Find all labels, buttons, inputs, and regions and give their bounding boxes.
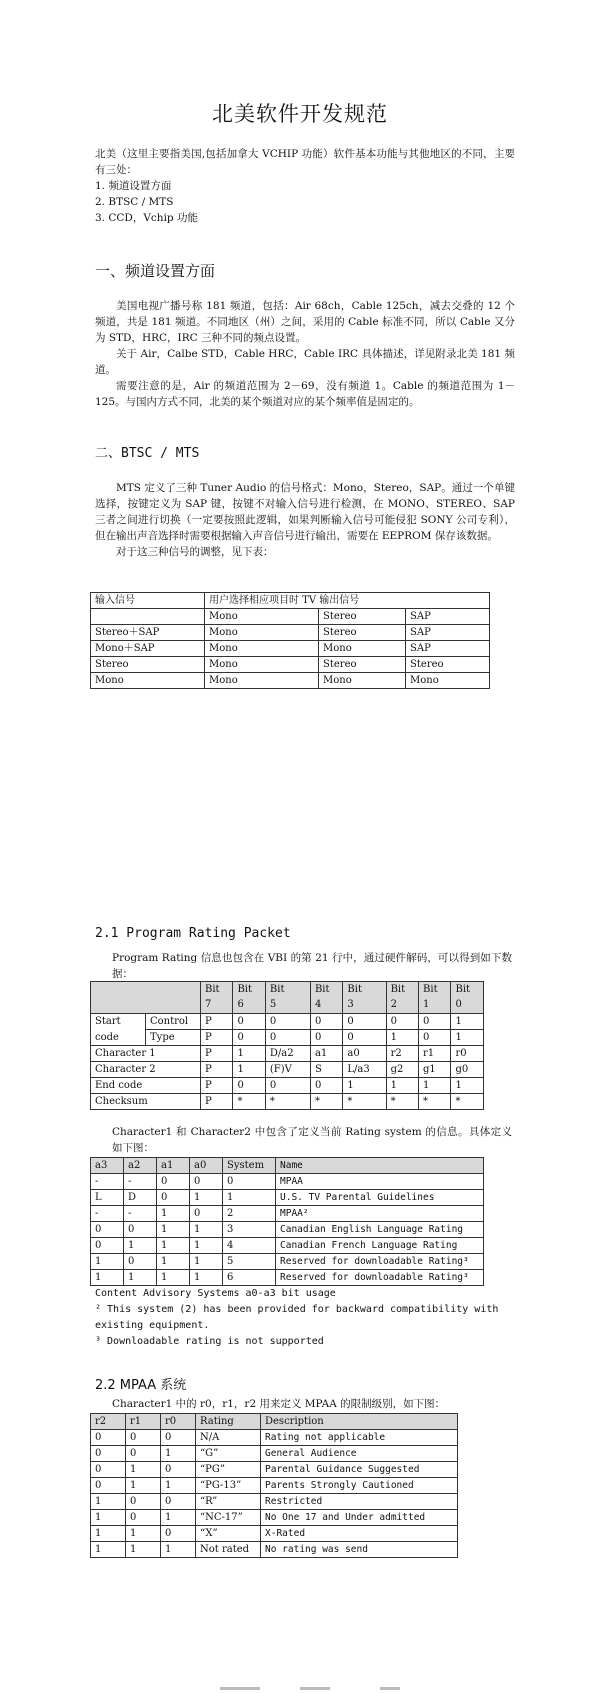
- table-cell: a1: [310, 1046, 342, 1062]
- table-row: [91, 1062, 484, 1078]
- mpaa-table: [90, 1413, 458, 1558]
- table-header-output: 用户选择相应项目时 TV 输出信号: [205, 593, 490, 609]
- table-cell: 1: [161, 1542, 196, 1558]
- table-subheader: Mono: [205, 609, 319, 625]
- table-cell: 0: [91, 1462, 126, 1478]
- table-row: [91, 1094, 484, 1110]
- table-cell: SAP: [406, 641, 490, 657]
- table-cell: *: [343, 1094, 386, 1110]
- section2-heading: 二、BTSC / MTS: [95, 446, 200, 461]
- table-cell: 0: [161, 1462, 196, 1478]
- table-cell: Character 1: [91, 1046, 201, 1062]
- table-cell: 1: [233, 1062, 265, 1078]
- table-cell: 0: [343, 1030, 386, 1046]
- table-header: Name: [276, 1158, 484, 1174]
- table-row: [91, 1510, 458, 1526]
- footnotes: [95, 1286, 515, 1350]
- table-cell: 0: [126, 1494, 161, 1510]
- table-header: Bit 7: [201, 982, 233, 1014]
- section22-intro: [112, 1396, 512, 1412]
- table-cell: P: [201, 1014, 233, 1030]
- table-cell: Type: [146, 1030, 201, 1046]
- table-row: [91, 1046, 484, 1062]
- table-cell: Reserved for downloadable Rating³: [276, 1270, 484, 1286]
- table-cell: MPAA: [276, 1174, 484, 1190]
- table-cell: 1: [91, 1254, 124, 1270]
- table-cell: L: [91, 1190, 124, 1206]
- table-header: Description: [261, 1414, 458, 1430]
- table-cell: 1: [190, 1222, 223, 1238]
- table-cell: 0: [157, 1190, 190, 1206]
- section21-heading: 2.1 Program Rating Packet: [95, 926, 291, 941]
- table-cell: 6: [223, 1270, 276, 1286]
- table-header-input: 输入信号: [91, 593, 205, 609]
- intro-paragraph: [95, 146, 515, 178]
- table-cell: -: [124, 1206, 157, 1222]
- table-subheader: Stereo: [319, 609, 406, 625]
- table-cell: 1: [190, 1270, 223, 1286]
- section1-p1: 美国电视广播号称 181 频道，包括：Air 68ch，Cable 125ch，减去交叠的 12 个频道，共是 181 频道。不同地区（州）之间，采用的 Cable 标准不同，所以 Cable 又分为 STD，HRC，IRC 三种不同的频点设置。: [95, 300, 515, 344]
- table-header: System: [223, 1158, 276, 1174]
- table-cell: 0: [265, 1030, 310, 1046]
- table-cell: 1: [126, 1526, 161, 1542]
- table-cell: 4: [223, 1238, 276, 1254]
- table-cell: 0: [386, 1014, 418, 1030]
- table-cell: 1: [124, 1238, 157, 1254]
- table-cell: *: [310, 1094, 342, 1110]
- page-edge-mark: [300, 1687, 330, 1690]
- table-cell: 1: [419, 1078, 451, 1094]
- section2-p1: MTS 定义了三种 Tuner Audio 的信号格式：Mono，Stereo，SAP。通过一个单键选择，按键定义为 SAP 键，按键不对输入信号进行检测，在 MONO、STEREO、SAP 三者之间进行切换（一定要按照此逻辑，如果判断输入信号可能侵犯 SONY 公司专利），但在输出声音选择时需要根据输入声音信号进行输出，需要在 EEPROM 保存该数据。: [95, 482, 515, 542]
- table-cell: D/a2: [265, 1046, 310, 1062]
- table-cell: Stereo＋SAP: [91, 625, 205, 641]
- section21-intro: [112, 950, 512, 982]
- table-cell: N/A: [196, 1430, 261, 1446]
- table-cell: 1: [451, 1078, 484, 1094]
- table-row: [91, 1174, 484, 1190]
- table-cell: 0: [310, 1030, 342, 1046]
- table-cell: 5: [223, 1254, 276, 1270]
- table-cell: No One 17 and Under admitted: [261, 1510, 458, 1526]
- table-cell: Mono: [205, 673, 319, 689]
- table-row: [91, 1478, 458, 1494]
- table-cell: L/a3: [343, 1062, 386, 1078]
- section2-body: [95, 480, 515, 560]
- table-header: Bit 3: [343, 982, 386, 1014]
- table-cell: Reserved for downloadable Rating³: [276, 1254, 484, 1270]
- table-cell: “R”: [196, 1494, 261, 1510]
- table-cell: Mono: [205, 625, 319, 641]
- table-cell: 0: [161, 1494, 196, 1510]
- table-cell: 2: [223, 1206, 276, 1222]
- page-edge-mark: [220, 1687, 260, 1690]
- table-cell: Not rated: [196, 1542, 261, 1558]
- table-cell: “X”: [196, 1526, 261, 1542]
- page-title: 北美软件开发规范: [212, 102, 388, 126]
- table-cell: Parental Guidance Suggested: [261, 1462, 458, 1478]
- table-cell: 0: [91, 1446, 126, 1462]
- table-cell: 1: [161, 1446, 196, 1462]
- table-header: Bit 2: [386, 982, 418, 1014]
- table-subheader: SAP: [406, 609, 490, 625]
- section21-p2: Character1 和 Character2 中包含了定义当前 Rating system 的信息。具体定义如下图：: [112, 1126, 512, 1154]
- section21-p2-block: [112, 1124, 512, 1156]
- section22-p1: Character1 中的 r0，r1，r2 用来定义 MPAA 的限制级别，如下图：: [112, 1398, 446, 1410]
- table-cell: 1: [126, 1542, 161, 1558]
- table-cell: 0: [91, 1222, 124, 1238]
- table-row: [91, 1078, 484, 1094]
- table-cell: -: [91, 1174, 124, 1190]
- table-cell: 0: [126, 1430, 161, 1446]
- table-cell: 0: [310, 1014, 342, 1030]
- section1-p3: 需要注意的是，Air 的频道范围为 2－69，没有频道 1。Cable 的频道范围为 1－125。与国内方式不同，北美的某个频道对应的某个频率值是固定的。: [95, 380, 515, 408]
- table-cell: Mono: [406, 673, 490, 689]
- table-cell: Mono: [319, 641, 406, 657]
- table-cell: 0: [91, 1430, 126, 1446]
- table-cell: *: [419, 1094, 451, 1110]
- table-row: [91, 1254, 484, 1270]
- table-cell: U.S. TV Parental Guidelines: [276, 1190, 484, 1206]
- list-item: 3. CCD，Vchip 功能: [95, 212, 198, 224]
- table-row: [91, 1238, 484, 1254]
- table-cell: 1: [451, 1030, 484, 1046]
- table-cell: 1: [190, 1254, 223, 1270]
- table-cell: Canadian French Language Rating: [276, 1238, 484, 1254]
- table-cell: 1: [91, 1526, 126, 1542]
- section1-heading: 一、频道设置方面: [95, 262, 216, 280]
- table-cell: -: [91, 1206, 124, 1222]
- table-cell: 1: [386, 1078, 418, 1094]
- table-cell: Mono＋SAP: [91, 641, 205, 657]
- section22-heading: 2.2 MPAA 系统: [95, 1378, 187, 1393]
- section2-p2: 对于这三种信号的调整，见下表：: [116, 546, 274, 558]
- table-cell: Restricted: [261, 1494, 458, 1510]
- table-header: a3: [91, 1158, 124, 1174]
- table-row: [91, 673, 490, 689]
- table-cell: 0: [190, 1206, 223, 1222]
- table-cell: 1: [157, 1238, 190, 1254]
- table-corner: [91, 982, 201, 1014]
- table-cell: code: [91, 1030, 146, 1046]
- table-row: [91, 1446, 458, 1462]
- table-cell: P: [201, 1046, 233, 1062]
- table-cell: 1: [451, 1014, 484, 1030]
- table-cell: 0: [126, 1510, 161, 1526]
- table-cell: 0: [161, 1526, 196, 1542]
- table-row: [91, 1014, 484, 1030]
- table-cell: General Audience: [261, 1446, 458, 1462]
- table-cell: 0: [124, 1222, 157, 1238]
- table-row: [91, 1542, 458, 1558]
- section1-p2: 关于 Air，Calbe STD，Cable HRC，Cable IRC 具体描述，详见附录北美 181 频道。: [95, 348, 515, 376]
- table-cell: “PG”: [196, 1462, 261, 1478]
- table-cell: 1: [157, 1254, 190, 1270]
- table-cell: 0: [124, 1254, 157, 1270]
- table-cell: 1: [157, 1270, 190, 1286]
- intro-text: 北美（这里主要指美国,包括加拿大 VCHIP 功能）软件基本功能与其他地区的不同，主要有三处：: [95, 148, 515, 176]
- table-header: Bit 0: [451, 982, 484, 1014]
- list-item: 2. BTSC / MTS: [95, 196, 174, 208]
- table-row: [91, 1222, 484, 1238]
- table-cell: “G”: [196, 1446, 261, 1462]
- table-cell: 1: [190, 1190, 223, 1206]
- table-cell: 0: [265, 1014, 310, 1030]
- table-cell: *: [233, 1094, 265, 1110]
- table-cell: 0: [190, 1174, 223, 1190]
- table-cell: 0: [91, 1478, 126, 1494]
- table-header: Bit 6: [233, 982, 265, 1014]
- table-row: [91, 1270, 484, 1286]
- table-row: [91, 1526, 458, 1542]
- table-cell: 1: [233, 1046, 265, 1062]
- list-item: 1. 频道设置方面: [95, 180, 172, 192]
- table-cell: 0: [161, 1430, 196, 1446]
- table-cell: 1: [91, 1270, 124, 1286]
- table-cell: *: [451, 1094, 484, 1110]
- section21-p1: Program Rating 信息也包含在 VBI 的第 21 行中，通过硬件解码，可以得到如下数据：: [112, 952, 512, 980]
- table-cell: Canadian English Language Rating: [276, 1222, 484, 1238]
- table-cell: Mono: [91, 673, 205, 689]
- table-cell: 0: [310, 1078, 342, 1094]
- table-cell: 0: [343, 1014, 386, 1030]
- table-cell: g2: [386, 1062, 418, 1078]
- table-cell: Stereo: [406, 657, 490, 673]
- table-row: [91, 1030, 484, 1046]
- table-header: r1: [126, 1414, 161, 1430]
- table-cell: No rating was send: [261, 1542, 458, 1558]
- table-row: [91, 1430, 458, 1446]
- table-cell: D: [124, 1190, 157, 1206]
- table-cell: [91, 609, 205, 625]
- table-cell: 1: [126, 1478, 161, 1494]
- table-header: Rating: [196, 1414, 261, 1430]
- footnote: ² This system (2) has been provided for backward compatibility with existing equipment.: [95, 1304, 499, 1331]
- table-row: [91, 1206, 484, 1222]
- intro-list: [95, 178, 198, 226]
- table-cell: SAP: [406, 625, 490, 641]
- table-cell: a0: [343, 1046, 386, 1062]
- table-header: Bit 5: [265, 982, 310, 1014]
- table-cell: Control: [146, 1014, 201, 1030]
- table-cell: 1: [124, 1270, 157, 1286]
- table-cell: 0: [419, 1030, 451, 1046]
- section1-body: [95, 298, 515, 410]
- table-cell: Start: [91, 1014, 146, 1030]
- table-cell: *: [265, 1094, 310, 1110]
- table-header: Bit 1: [419, 982, 451, 1014]
- table-cell: P: [201, 1094, 233, 1110]
- table-cell: g0: [451, 1062, 484, 1078]
- rating-packet-table: [90, 981, 484, 1110]
- table-row: [91, 641, 490, 657]
- table-cell: 1: [223, 1190, 276, 1206]
- table-header: r2: [91, 1414, 126, 1430]
- table-cell: -: [124, 1174, 157, 1190]
- table-cell: 1: [343, 1078, 386, 1094]
- table-cell: r1: [419, 1046, 451, 1062]
- table-cell: 1: [161, 1510, 196, 1526]
- table-cell: 0: [265, 1078, 310, 1094]
- footnote: ³ Downloadable rating is not supported: [95, 1336, 324, 1347]
- table-cell: 1: [386, 1030, 418, 1046]
- table-cell: 0: [233, 1078, 265, 1094]
- table-cell: *: [386, 1094, 418, 1110]
- table-cell: Parents Strongly Cautioned: [261, 1478, 458, 1494]
- table-cell: P: [201, 1062, 233, 1078]
- rating-system-table: [90, 1157, 484, 1286]
- table-header: Bit 4: [310, 982, 342, 1014]
- table-cell: End code: [91, 1078, 201, 1094]
- table-cell: 0: [223, 1174, 276, 1190]
- table-cell: 1: [190, 1238, 223, 1254]
- table-cell: P: [201, 1030, 233, 1046]
- table-cell: 1: [91, 1542, 126, 1558]
- table-cell: 1: [157, 1206, 190, 1222]
- page-edge-mark: [380, 1687, 400, 1690]
- table-cell: 3: [223, 1222, 276, 1238]
- table-cell: 0: [91, 1238, 124, 1254]
- table-row: [91, 1462, 458, 1478]
- table-cell: 0: [126, 1446, 161, 1462]
- table-cell: 1: [161, 1478, 196, 1494]
- table-cell: X-Rated: [261, 1526, 458, 1542]
- table-cell: “NC-17”: [196, 1510, 261, 1526]
- table-row: [91, 657, 490, 673]
- table-cell: “PG-13”: [196, 1478, 261, 1494]
- table-cell: r2: [386, 1046, 418, 1062]
- table-header: a0: [190, 1158, 223, 1174]
- table-cell: MPAA²: [276, 1206, 484, 1222]
- table-header: a1: [157, 1158, 190, 1174]
- table-cell: 0: [233, 1014, 265, 1030]
- table-cell: S: [310, 1062, 342, 1078]
- table-cell: Rating not applicable: [261, 1430, 458, 1446]
- table-cell: Mono: [205, 641, 319, 657]
- table-row: [91, 1494, 458, 1510]
- table-cell: 1: [126, 1462, 161, 1478]
- table-cell: Mono: [319, 673, 406, 689]
- table-cell: g1: [419, 1062, 451, 1078]
- table-cell: Stereo: [91, 657, 205, 673]
- table-cell: 1: [91, 1494, 126, 1510]
- table-cell: Checksum: [91, 1094, 201, 1110]
- table-cell: 1: [91, 1510, 126, 1526]
- table-cell: (F)V: [265, 1062, 310, 1078]
- table-cell: 0: [419, 1014, 451, 1030]
- table-cell: Mono: [205, 657, 319, 673]
- table-cell: Stereo: [319, 657, 406, 673]
- table-cell: Character 2: [91, 1062, 201, 1078]
- table-cell: Stereo: [319, 625, 406, 641]
- table-cell: r0: [451, 1046, 484, 1062]
- footnote: Content Advisory Systems a0-a3 bit usage: [95, 1288, 336, 1299]
- table-cell: 1: [157, 1222, 190, 1238]
- table-row: [91, 625, 490, 641]
- table-row: [91, 1190, 484, 1206]
- mts-table: [90, 592, 490, 689]
- table-cell: 0: [157, 1174, 190, 1190]
- table-cell: 0: [233, 1030, 265, 1046]
- table-header: a2: [124, 1158, 157, 1174]
- table-cell: P: [201, 1078, 233, 1094]
- table-header: r0: [161, 1414, 196, 1430]
